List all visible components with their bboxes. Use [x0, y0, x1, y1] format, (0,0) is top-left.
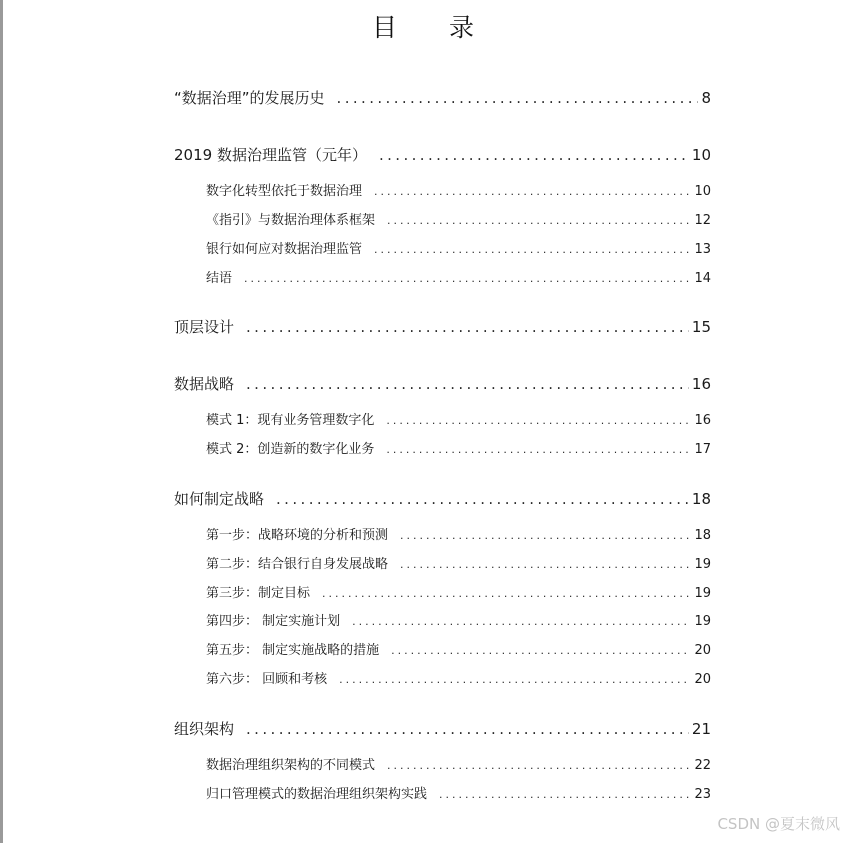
toc-page-number: 14 — [694, 271, 711, 286]
toc-entry-label: 顶层设计 — [174, 318, 235, 336]
toc-entry-label: 银行如何应对数据治理监管 — [206, 242, 363, 257]
toc-entry-label: 第二步：结合银行自身发展战略 — [206, 557, 389, 572]
toc-entry-label: 数据战略 — [174, 375, 235, 393]
toc-page-number: 23 — [694, 787, 711, 802]
toc-entry-label: 组织架构 — [174, 720, 235, 738]
toc-entry-label: 第一步：战略环境的分析和预测 — [206, 528, 389, 543]
dot-leader — [400, 558, 691, 571]
toc-entry-label: 归口管理模式的数据治理组织架构实践 — [206, 787, 428, 802]
toc-subentry[interactable] — [206, 180, 711, 199]
toc-page-number: 10 — [691, 146, 711, 164]
toc-subentry[interactable] — [206, 267, 711, 286]
dot-leader — [246, 720, 689, 738]
toc-page-number: 18 — [694, 528, 711, 543]
toc-entry-label: 第五步： 制定实施战略的措施 — [206, 643, 380, 658]
toc-entry-label: 第六步： 回顾和考核 — [206, 672, 328, 687]
toc-page-number: 12 — [694, 213, 711, 228]
toc-page-number: 20 — [694, 672, 711, 687]
toc-entry-label: 2019 数据治理监管（元年） — [174, 146, 367, 164]
toc-page-number: 19 — [694, 586, 711, 601]
toc-entry-label: “数据治理”的发展历史 — [174, 89, 325, 107]
toc-subentry[interactable] — [206, 524, 711, 543]
toc-entry-label: 《指引》与数据治理体系框架 — [206, 213, 376, 228]
toc-subentry[interactable] — [206, 209, 711, 228]
dot-leader — [374, 185, 691, 198]
dot-leader — [387, 759, 691, 772]
dot-leader — [387, 214, 691, 227]
toc-page-number: 21 — [691, 720, 711, 738]
toc-subentry[interactable] — [206, 610, 711, 629]
toc-subentry[interactable] — [206, 409, 711, 428]
toc-page-number: 17 — [694, 442, 711, 457]
toc-entry[interactable] — [174, 87, 711, 108]
dot-leader — [386, 414, 691, 427]
toc-page-number: 15 — [691, 318, 711, 336]
toc-page-number: 10 — [694, 184, 711, 199]
dot-leader — [352, 615, 691, 628]
toc-entry-label: 第四步： 制定实施计划 — [206, 614, 341, 629]
toc-subentry[interactable] — [206, 553, 711, 572]
toc-page-number: 8 — [701, 89, 711, 107]
toc-page-number: 18 — [691, 490, 711, 508]
toc-subentry[interactable] — [206, 639, 711, 658]
toc-subentry[interactable] — [206, 754, 711, 773]
toc-title: 目 录 — [372, 13, 496, 42]
dot-leader — [246, 318, 689, 336]
dot-leader — [246, 375, 689, 393]
toc-entry-label: 模式 1：现有业务管理数字化 — [206, 413, 375, 428]
dot-leader — [439, 788, 691, 801]
dot-leader — [276, 490, 689, 508]
toc-entry-label: 结语 — [206, 271, 233, 286]
toc-entry[interactable] — [174, 373, 711, 394]
toc-page-number: 13 — [694, 242, 711, 257]
dot-leader — [337, 89, 699, 107]
toc-entry[interactable] — [174, 488, 711, 509]
toc-page-number: 19 — [694, 614, 711, 629]
toc-subentry[interactable] — [206, 668, 711, 687]
dot-leader — [386, 443, 691, 456]
toc-subentry[interactable] — [206, 582, 711, 601]
toc-entry-label: 数字化转型依托于数据治理 — [206, 184, 363, 199]
toc-entry-label: 模式 2：创造新的数字化业务 — [206, 442, 375, 457]
dot-leader — [322, 587, 691, 600]
toc-page-number: 16 — [694, 413, 711, 428]
dot-leader — [391, 644, 691, 657]
toc-entry[interactable] — [174, 718, 711, 739]
watermark-text: CSDN @夏末微风 — [717, 815, 840, 833]
toc-page-number: 16 — [691, 375, 711, 393]
toc-entry-label: 第三步：制定目标 — [206, 586, 311, 601]
toc-entry-label: 如何制定战略 — [174, 490, 265, 508]
toc-subentry[interactable] — [206, 238, 711, 257]
toc-entry[interactable] — [174, 316, 711, 337]
toc-entry[interactable] — [174, 144, 711, 165]
dot-leader — [379, 146, 689, 164]
toc-page-number: 22 — [694, 758, 711, 773]
dot-leader — [374, 243, 691, 256]
dot-leader — [400, 529, 691, 542]
toc-page-number: 20 — [694, 643, 711, 658]
dot-leader — [339, 673, 691, 686]
dot-leader — [244, 272, 691, 285]
toc-subentry[interactable] — [206, 438, 711, 457]
toc-page-number: 19 — [694, 557, 711, 572]
toc-subentry[interactable] — [206, 783, 711, 802]
toc-entry-label: 数据治理组织架构的不同模式 — [206, 758, 376, 773]
page-left-border — [0, 0, 3, 843]
